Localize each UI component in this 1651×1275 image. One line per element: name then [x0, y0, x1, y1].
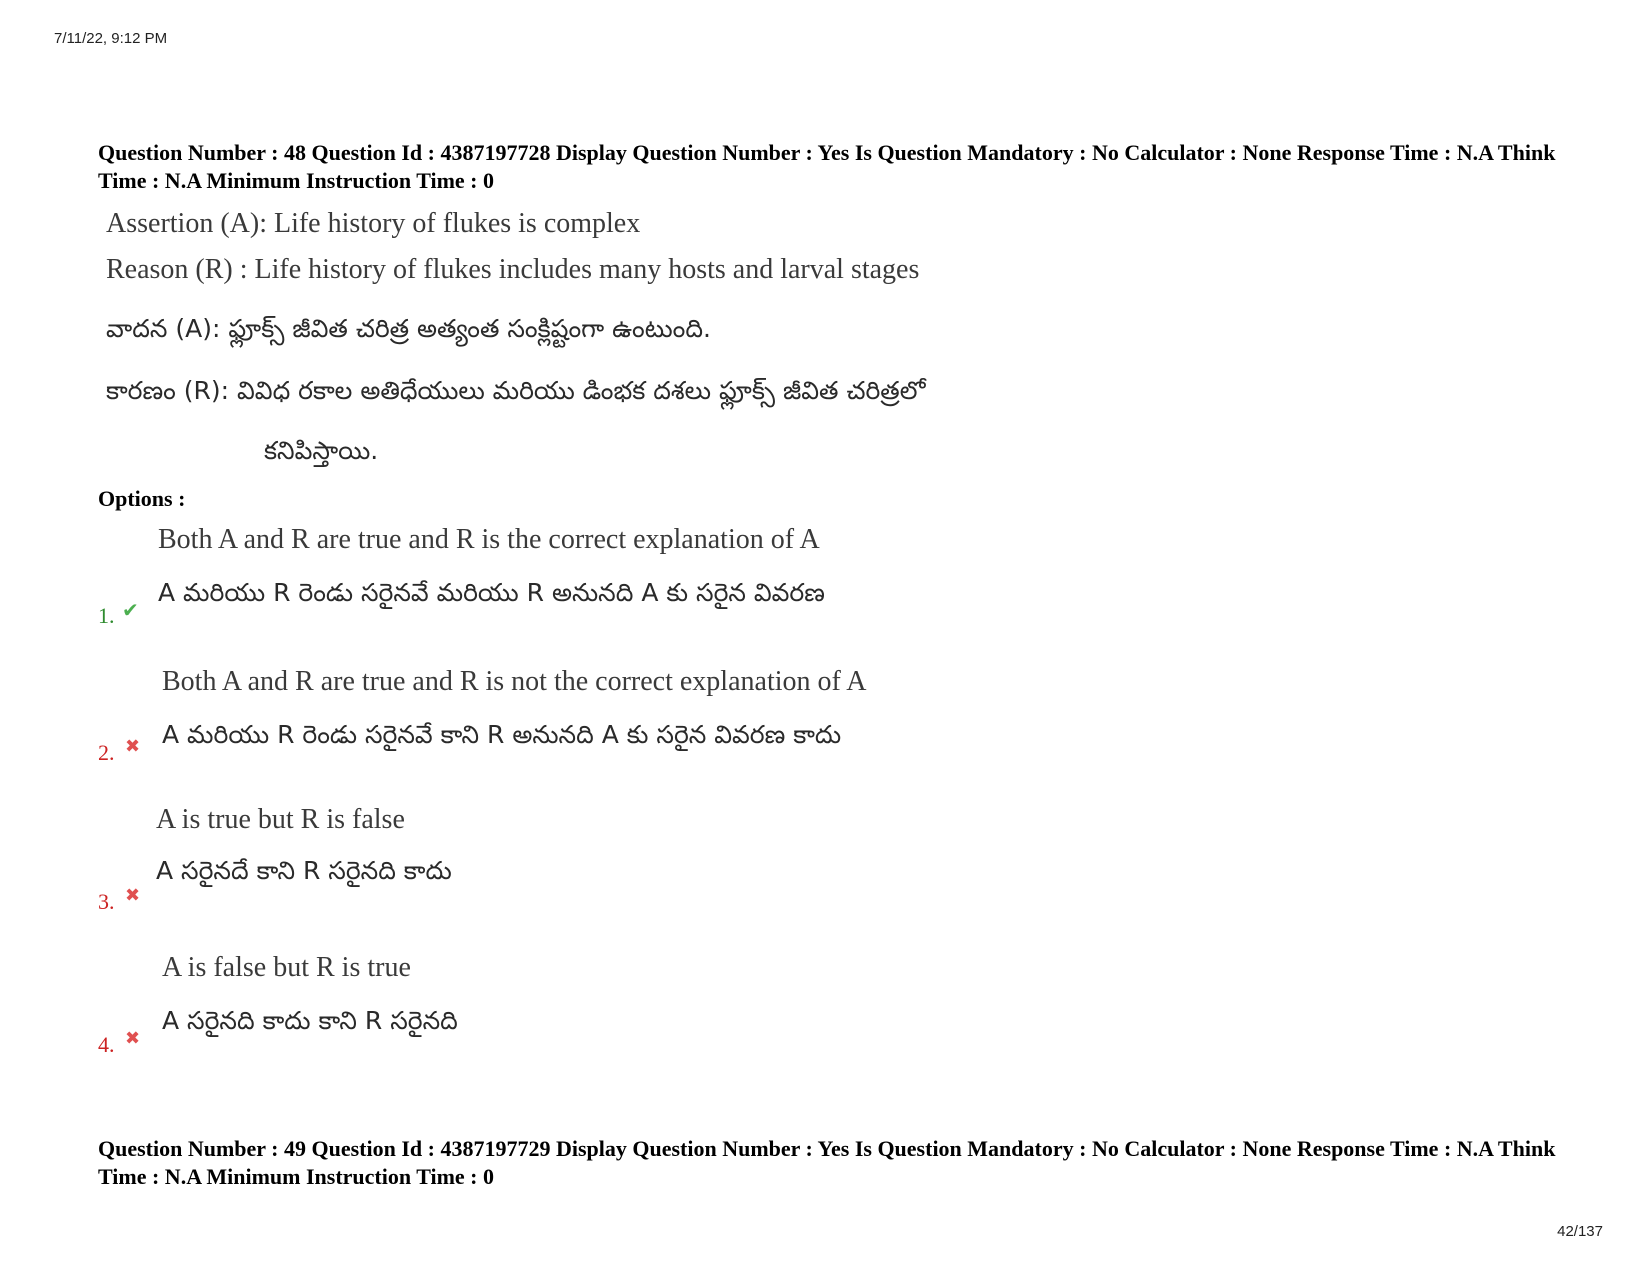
cross-icon: ✖ [125, 1028, 141, 1049]
cross-icon: ✖ [125, 736, 141, 757]
option-1-telugu: A మరియు R రెండు సరైనవే మరియు R అనునది A కు సరైన వివరణ [158, 578, 825, 607]
option-1-number: 1. [98, 603, 115, 628]
option-4-english: A is false but R is true [162, 952, 411, 983]
option-2-english: Both A and R are true and R is not the correct explanation of A [162, 666, 867, 697]
option-2-telugu: A మరియు R రెండు సరైనవే కాని R అనునది A కు సరైన వివరణ కాదు [162, 720, 842, 749]
check-icon: ✔ [122, 598, 139, 622]
option-3-english: A is true but R is false [156, 804, 405, 835]
option-3-telugu: A సరైనదే కాని R సరైనది కాదు [156, 856, 452, 885]
option-3-number: 3. [98, 889, 115, 914]
reason-telugu-line2: కనిపిస్తాయి. [264, 436, 379, 465]
option-1-english: Both A and R are true and R is the correct explanation of A [158, 524, 820, 555]
question-49-meta: Question Number : 49 Question Id : 4387197729 Display Question Number : Yes Is Question Mandatory : No Calculator : None Response Time : N.A Think Time : N.A Minimum Instruction Time : 0 [98, 1136, 1556, 1189]
cross-icon: ✖ [125, 885, 141, 906]
option-4-telugu: A సరైనది కాదు కాని R సరైనది [162, 1006, 458, 1035]
assertion-english: Assertion (A): Life history of flukes is complex [106, 208, 641, 239]
page-number: 42/137 [1557, 1223, 1603, 1240]
option-4-number: 4. [98, 1032, 115, 1057]
question-48-meta: Question Number : 48 Question Id : 4387197728 Display Question Number : Yes Is Question Mandatory : No Calculator : None Response Time : N.A Think Time : N.A Minimum Instruction Time : 0 [98, 140, 1556, 193]
option-2-number: 2. [98, 740, 115, 765]
assertion-telugu: వాదన (A): ఫ్లూక్స్ జీవిత చరిత్ర అత్యంత సంక్లిష్టంగా ఉంటుంది. [106, 314, 711, 343]
reason-telugu-line1: కారణం (R): వివిధ రకాల అతిధేయులు మరియు డింభక దశలు ఫ్లూక్స్ జీవిత చరిత్రలో [106, 376, 926, 405]
reason-english: Reason (R) : Life history of flukes includes many hosts and larval stages [106, 254, 920, 285]
options-label: Options : [98, 486, 186, 511]
print-timestamp: 7/11/22, 9:12 PM [54, 30, 168, 47]
